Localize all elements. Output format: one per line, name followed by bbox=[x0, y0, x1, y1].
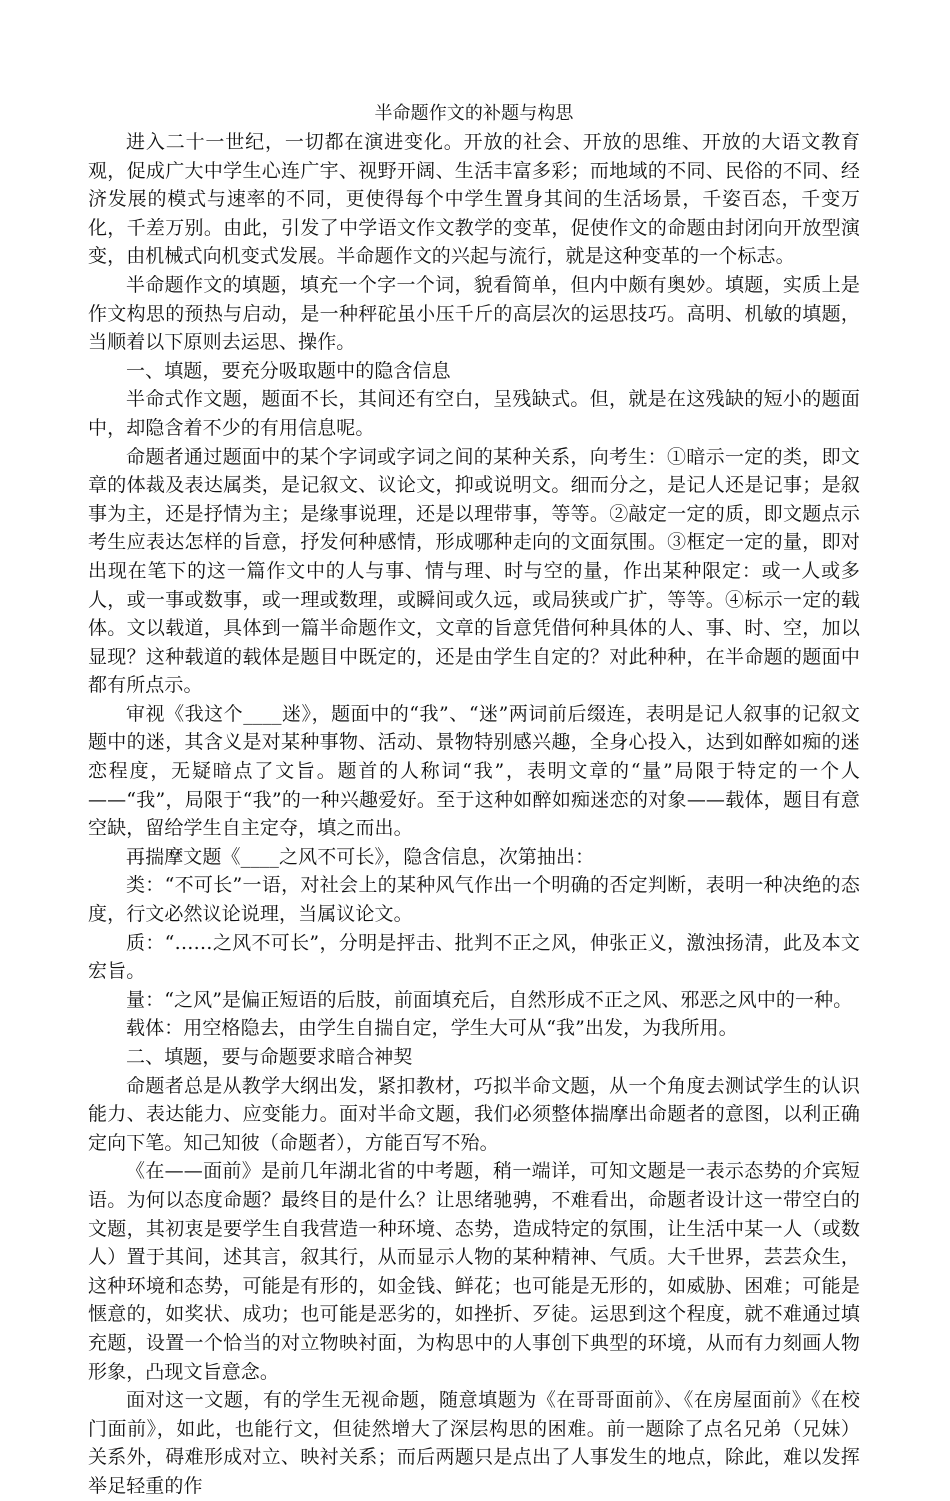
paragraph-example-feng: 再揣摩文题《____之风不可长》，隐含信息，次第抽出： bbox=[126, 845, 595, 868]
paragraph-liang: 量：“之风”是偏正短语的后肢，前面填充后，自然形成不正之风、邪恶之风中的一种。 bbox=[126, 988, 853, 1011]
paragraph-intent: 命题者总是从教学大纲出发，紧扣教材，巧拟半命文题，从一个角度去测试学生的认识能力、表达能力、应变能力。面对半命文题，我们必须整体揣摩出命题者的意图，以利正确定向下笔。知己知彼（命题者），方能百写不殆。 bbox=[88, 1074, 860, 1154]
paragraph-four-points: 命题者通过题面中的某个字词或字词之间的某种关系，向考生：①暗示一定的类，即文章的体裁及表达属类，是记叙文、议论文，抑或说明文。细而分之，是记人还是记事；是叙事为主，还是抒情为主；是缘事说理，还是以理带事，等等。②敲定一定的质，即文题点示考生应表达怎样的旨意，抒发何种感情，形成哪种走向的文面氛围。③框定一定的量，即对出现在笔下的这一篇作文中的人与事、情与理、时与空的量，作出某种限定：或一人或多人，或一事或数事，或一理或数理，或瞬间或久远，或局狭或广扩，等等。④标示一定的载体。文以载道，具体到一篇半命题作文，文章的旨意凭借何种具体的人、事、时、空，加以显现？这种载道的载体是题目中既定的，还是由学生自定的？对此种种，在半命题的题面中都有所点示。 bbox=[88, 445, 860, 697]
paragraph-example-mianqian: 《在——面前》是前几年湖北省的中考题，稍一端详，可知文题是一表示态势的介宾短语。为何以态度命题？最终目的是什么？让思绪驰骋，不难看出，命题者设计这一带空白的文题，其初衷是要学生自我营造一种环境、态势，造成特定的氛围，让生活中某一人（或数人）置于其间，述其言，叙其行，从而显示人物的某种精神、气质。大千世界，芸芸众生，这种环境和态势，可能是有形的，如金钱、鲜花；也可能是无形的，如威胁、困难；可能是惬意的，如奖状、成功；也可能是恶劣的，如挫折、歹徒。运思到这个程度，就不难通过填充题，设置一个恰当的对立物映衬面，为构思中的人事创下典型的环境，从而有力刻画人物形象，凸现文旨意念。 bbox=[88, 1160, 860, 1383]
section-heading-2: 二、填题，要与命题要求暗合神契 bbox=[126, 1046, 413, 1068]
paragraph-example-mi: 审视《我这个____迷》，题面中的“我”、“迷”两词前后缀连，表明是记人叙事的记叙文题中的迷，其含义是对某种事物、活动、景物特别感兴趣，全身心投入，达到如醉如痴的迷恋程度，无疑暗点了文旨。题首的人称词“我”，表明文章的“量”局限于特定的一个人——“我”，局限于“我”的一种兴趣爱好。至于这种如醉如痴迷恋的对象——载体，题目有意空缺，留给学生自主定夺，填之而出。 bbox=[88, 702, 860, 840]
paragraph-hidden-info: 半命式作文题，题面不长，其间还有空白，呈残缺式。但，就是在这残缺的短小的题面中，却隐含着不少的有用信息呢。 bbox=[88, 388, 860, 439]
paragraph-student-errors: 面对这一文题，有的学生无视命题，随意填题为《在哥哥面前》、《在房屋面前》《在校门面前》，如此，也能行文，但徒然增大了深层构思的困难。前一题除了点名兄弟（兄妹）关系外，碍难形成对立、映衬关系；而后两题只是点出了人事发生的地点，除此，难以发挥举足轻重的作 bbox=[88, 1389, 860, 1497]
section-heading-1: 一、填题，要充分吸取题中的隐含信息 bbox=[126, 359, 451, 382]
paragraph-intro: 进入二十一世纪，一切都在演进变化。开放的社会、开放的思维、开放的大语文教育观，促成广大中学生心连广宇、视野开阔、生活丰富多彩；而地域的不同、民俗的不同、经济发展的模式与速率的不同，更使得每个中学生置身其间的生活场景，千姿百态，千变万化，千差万别。由此，引发了中学语文作文教学的变革，促使作文的命题由封闭向开放型演变，由机械式向机变式发展。半命题作文的兴起与流行，就是这种变革的一个标志。 bbox=[88, 131, 860, 268]
document-page bbox=[88, 100, 860, 1501]
paragraph-zhi: 质：“……之风不可长”，分明是抨击、批判不正之风，伸张正义，激浊扬清，此及本文宏旨。 bbox=[88, 931, 860, 983]
paragraph-fill-title: 半命题作文的填题，填充一个字一个词，貌看简单，但内中颇有奥妙。填题，实质上是作文构思的预热与启动，是一种秤砣虽小压千斤的高层次的运思技巧。高明、机敏的填题，当顺着以下原则去运思、操作。 bbox=[88, 273, 860, 354]
paragraph-lei: 类：“不可长”一语，对社会上的某种风气作出一个明确的否定判断，表明一种决绝的态度，行文必然议论说理，当属议论文。 bbox=[88, 874, 860, 926]
paragraph-zaiti: 载体：用空格隐去，由学生自揣自定，学生大可从“我”出发，为我所用。 bbox=[126, 1017, 738, 1040]
document-title: 半命题作文的补题与构思 bbox=[374, 103, 574, 124]
